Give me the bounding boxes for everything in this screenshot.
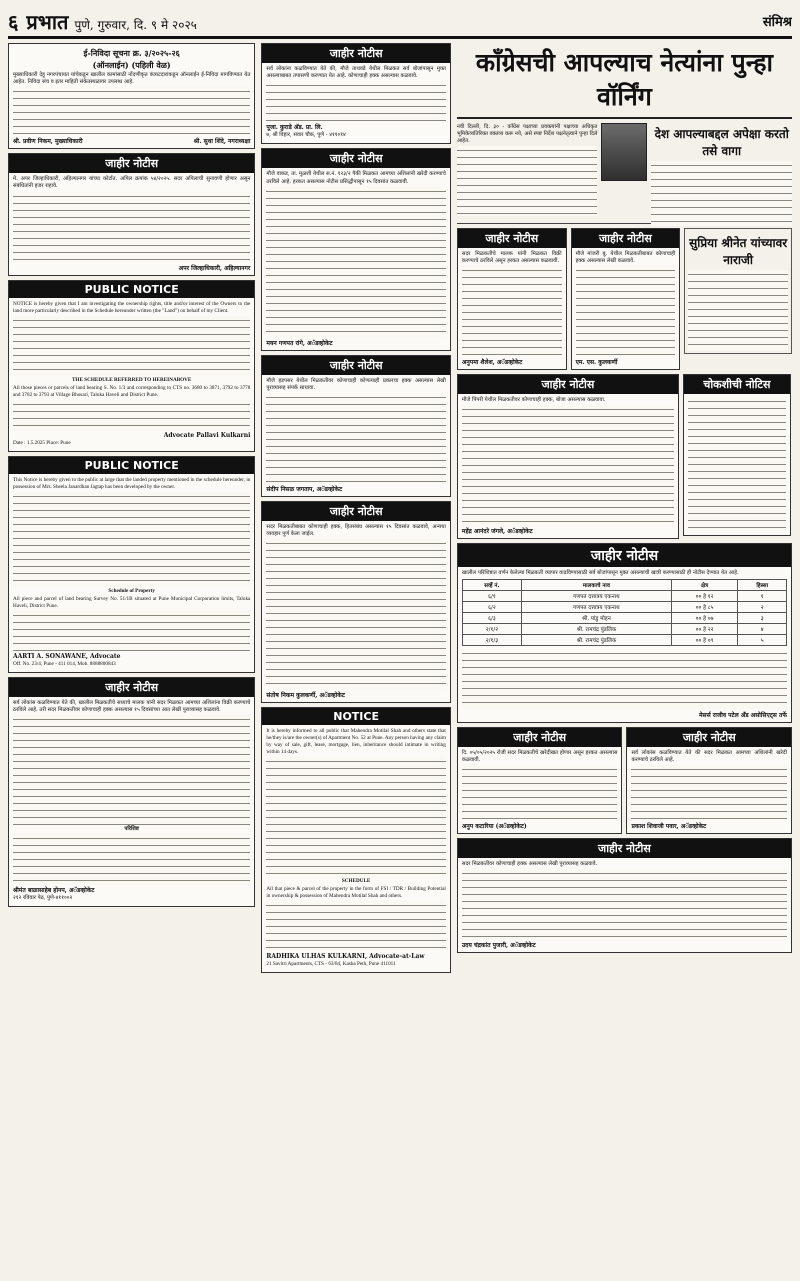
paper-name: प्रभात पुणे, गुरुवार, दि. ९ मे २०२५ (26, 9, 197, 34)
notice-text-block (688, 397, 786, 532)
notice-signature: AARTI A. SONAWANE, Advocate (13, 652, 121, 660)
notice-body: सदर मिळकतीबाबत कोणाचाही हक्क, हितसंबंध असल्यास १५ दिवसांत कळवावे, अन्यथा व्यवहार पूर्ण केला जाईल. (266, 523, 446, 538)
table-row (462, 612, 786, 623)
table-header: क्षेत्र (671, 579, 738, 590)
masthead (8, 6, 792, 39)
table-cell: गणपत दत्तात्रय एकनाथ (521, 590, 671, 601)
notice-heading: PUBLIC NOTICE (9, 281, 254, 298)
table-row (462, 634, 786, 645)
schedule-heading: Schedule of Property (108, 587, 155, 594)
jahir-notice-r3 (457, 374, 679, 539)
schedule-table (462, 579, 787, 646)
notice-text-block (631, 765, 787, 820)
notice-text-block (462, 266, 562, 356)
side-story-block (651, 161, 792, 226)
notice-heading: जाहीर नोटीस (458, 839, 791, 858)
tender-title: ई-निविदा सूचना क्र. ३/२०२५-२६ (83, 48, 180, 58)
notice-address: Off. No. 23/4, Pune - 411 014, Mob. 8888800843 (13, 660, 116, 667)
lead-story (457, 123, 792, 224)
jahir-notice-r5 (626, 727, 792, 834)
notice-text-block (266, 187, 446, 337)
tender-notice (8, 43, 255, 149)
notice-heading: जाहीर नोटीस (9, 154, 254, 173)
notice-body: मौजे मांजरी बु. येथील मिळकतीबाबत कोणाचाही हक्क असल्यास लेखी कळवावे. (575, 251, 676, 265)
notice-body: मौजे पिंपरी येथील मिळकतीवर कोणाचाही हक्क, बोजा असल्यास कळवावा. (461, 397, 606, 404)
schedule-body: All those pieces or parcels of land bearing S. No. 1/3 and corresponding to CTS no. 3680 to 3871, 3792 to 3778 and 3782 to 3793 at Village Bhosari, Taluka Haveli and District Pune. (13, 384, 251, 398)
table-header: हिस्सा (738, 579, 787, 590)
jahir-notice-m1 (261, 43, 451, 144)
jahir-notice-r4 (457, 727, 623, 834)
notice-text-block (462, 405, 674, 525)
table-header: सर्व्हे नं. (462, 579, 521, 590)
schedule-text-block (13, 400, 250, 430)
table-cell: ६/२ (462, 601, 521, 612)
notice-heading: जाहीर नोटीस (262, 44, 450, 63)
notice-signature: RADHIKA ULHAS KULKARNI, Advocate-at-Law (266, 953, 425, 961)
schedule-heading: THE SCHEDULE REFERRED TO HEREINABOVE (71, 376, 192, 383)
notice-heading: जाहीर नोटीस (262, 356, 450, 375)
table-cell: ०० हे ०७ (671, 612, 738, 623)
notice-body: NOTICE is hereby given that I am investigating the ownership rights, title and/or interest of the Owners to the land more particularly described in the Schedule hereunder written (the "Land") on behalf of my Client. (13, 300, 251, 314)
schedule-text-block (13, 611, 250, 651)
lead-story-block (457, 146, 598, 216)
notice-text-block (462, 649, 787, 709)
table-cell: गणपत दत्तात्रय एकनाथ (521, 601, 671, 612)
notice-body: खालील परिशिष्टात वर्णन केलेल्या मिळकती व्यापार वाढविण्यासाठी सर्व बोजांपासून मुक्त असल्याची खात्री करण्यासाठी ही नोटीस देण्यात येत आहे. (461, 570, 739, 577)
notice-date: Date : 1.5.2025 Place: Pune (13, 439, 71, 446)
schedule-body: All piece and parcel of land bearing Survey No. 51/1B situated at Pune Municipal Corporation limits, Taluka Haveli, District Pune. (13, 595, 251, 609)
notice-signature: अनुप कटारिया (अॅडव्होकेट) (461, 822, 527, 830)
box-text-block (688, 270, 788, 350)
table-cell: ६/१ (462, 590, 521, 601)
schedule-body: All that piece & parcel of the property in the form of FSI / TDR / Building Potential in ownership & possession of Mahendra Motilal Shah and others. (266, 886, 446, 900)
table-cell: ६/३ (462, 612, 521, 623)
tender-body: मुख्याधिकारी देहू नगरपंचायत यांचेकडून खालील कामांसाठी नोंदणीकृत कंत्राटदारांकडून ऑनलाईन ई-निविदा मागविण्यात येत आहेत. निविदा संच व इतर माहिती संकेतस्थळावर उपलब्ध आहे. (13, 72, 251, 86)
jahir-notice-r2 (571, 228, 681, 370)
notice-body: मौजे वाकड, ता. मुळशी येथील स.नं. १२३/२ पैकी मिळकत आमच्या अशिलांनी खरेदी करण्याचे ठरविले आहे. हरकत असल्यास नोटीस प्रसिद्धीपासून १५ दिवसांत कळवावी. (266, 171, 446, 185)
notice-heading: जाहीर नोटीस (627, 728, 791, 747)
tender-text-block (13, 87, 250, 135)
notice-text-block (266, 539, 446, 689)
table-cell: श्री. रामचंद्र पुंडलिक (521, 623, 671, 634)
lead-headline: काँग्रेसची आपल्याच नेत्यांना पुन्हा वॉर्निंग (457, 43, 792, 119)
notice-text-block (266, 81, 446, 121)
notice-body: मे. अपर जिल्हाधिकारी, अहिल्यानगर यांच्या कोर्टात. अपिल क्रमांक ५४/२०२५. सदर अपिलाची सुनावणी होणार असून संबंधितांनी हजर राहावे. (13, 176, 251, 190)
notice-heading: जाहीर नोटीस (458, 544, 791, 567)
opinion-box (684, 228, 792, 354)
notice-text-block (462, 765, 618, 820)
notice-signature: संतोष निकम कुलकर्णी, अॅडव्होकेट (266, 692, 345, 700)
notice-body: मौजे हडपसर येथील मिळकतीवर कोणाचाही कोणत्याही प्रकारचा हक्क असल्यास लेखी पुराव्यासह संपर्क साधावा. (266, 377, 446, 391)
notice-signature: उदय चंद्रकांत पुजारी, अॅडव्होकेट (461, 941, 536, 949)
jahir-notice-m2 (261, 148, 451, 350)
jahir-notice-1 (8, 153, 255, 275)
table-cell: २ (738, 601, 787, 612)
notice-signature: मयन गणपत रांगे, अॅडव्होकेट (266, 339, 333, 347)
notice-text-block (13, 492, 250, 587)
column-right (457, 43, 792, 1263)
lead-story-text: नवी दिल्ली, दि. ३० - काँग्रेस पक्षाच्या प्रवक्त्यांनी पक्षाच्या अधिकृत भूमिकेव्यतिरिक्त वक्तव्य करू नये, असे स्पष्ट निर्देश पक्षनेतृत्वाने पुन्हा दिले आहेत. (456, 124, 598, 145)
jahir-notice-2 (8, 677, 255, 908)
table-cell: श्री. पांडु मोहन (521, 612, 671, 623)
table-cell: ०० हे १२ (671, 590, 738, 601)
notice-heading: NOTICE (262, 708, 450, 725)
notice-text-block (462, 869, 787, 939)
date-line: पुणे, गुरुवार, दि. ९ मे २०२५ (74, 17, 197, 32)
notice-body: It is hereby informed to all public that Mahendra Motilal Shah and others state that he/they is/are the owner(s) of Apartment No. 52 at Pune. Any person having any claim by way of sale, gift, lease, mortgage, lien, inheritance should intimate in writing within 14 days. (266, 728, 446, 756)
notice-signature: मेसर्स राजीव पटेल अँड असोसिएट्स तर्फे (698, 711, 787, 719)
table-row (462, 590, 786, 601)
schedule-heading: SCHEDULE (341, 878, 371, 885)
notice-signature: अपर जिल्हाधिकारी, अहिल्यानगर (178, 264, 251, 272)
notice-address: 21 Savitri Apartments, CTS - 63/84, Kasba Peth, Pune 411011 (266, 961, 396, 968)
column-middle (261, 43, 451, 1263)
notice-text-block (13, 316, 250, 376)
inquiry-notice (683, 374, 791, 536)
table-cell: ३ (738, 612, 787, 623)
jahir-notice-r6 (457, 838, 792, 953)
schedule-text-block (266, 901, 446, 951)
notice-heading: PUBLIC NOTICE (9, 457, 254, 474)
notice-english (261, 707, 451, 973)
notice-body: सदर मिळकतीवर कोणाचाही हक्क असल्यास लेखी पुराव्यासह कळवावे. (461, 860, 598, 867)
table-cell: ५ (738, 634, 787, 645)
table-row (462, 601, 786, 612)
big-notice (457, 543, 792, 722)
table-header-row (462, 579, 786, 590)
table-cell: ४ (738, 623, 787, 634)
tender-subtitle: (ऑनलाईन) (पहिली वेळ) (92, 60, 171, 70)
notice-body: This Notice is hereby given to the public at large that the landed property mentioned in the schedule hereunder, in possession of Mrs. Sheela Janardhan Jagtap has been developed by the owner. (13, 476, 251, 490)
notice-heading: जाहीर नोटीस (458, 375, 678, 394)
notice-heading: जाहीर नोटीस (262, 502, 450, 521)
notice-heading: जाहीर नोटीस (9, 678, 254, 697)
public-notice-1 (8, 280, 255, 452)
notice-heading: चोकशीची नोटिस (684, 375, 790, 394)
notice-body: सदर मिळकतीचे मालक यांनी मिळकत विक्री करण्याचे ठरविले असून हरकत असल्यास कळवावी. (461, 251, 562, 265)
notice-text-block (576, 266, 676, 356)
news-photo (601, 123, 647, 181)
jahir-notice-m3 (261, 355, 451, 497)
notice-text-block (13, 192, 250, 262)
table-cell: ०० हे ८५ (671, 601, 738, 612)
tender-signer-1: श्री. प्रवीण निकम, मुख्याधिकारी (13, 138, 83, 146)
notice-signature: श्रीमंत बाळासाहेब होनप, अॅडव्होकेट (13, 887, 95, 895)
table-cell: १ (738, 590, 787, 601)
notice-signature: महेंद्र आनंदरे जंगले, अॅडव्होकेट (461, 528, 533, 536)
public-notice-2 (8, 456, 255, 673)
notice-heading: जाहीर नोटीस (458, 229, 566, 248)
tender-signer-2: श्री. सुधा शिंदे, नगराध्यक्षा (193, 138, 251, 146)
box-headline: सुप्रिया श्रीनेत यांच्यावर नाराजी (689, 236, 788, 267)
column-left (8, 43, 255, 1263)
table-row (462, 623, 786, 634)
side-headline: देश आपल्याबद्दल अपेक्षा करतो तसे वागा (654, 127, 789, 158)
table-cell: श्री. रामचंद्र पुंडलिक (521, 634, 671, 645)
schedule-heading: परिशिष्ट (124, 826, 139, 833)
notice-signature: पूजा. कुराडे अ‍ॅड. प्रा. लि. (266, 124, 323, 132)
notice-address: ७, श्री विहार, सवार चौक, पुणे - ४११०१४ (266, 132, 346, 139)
table-cell: ०० हे ०९ (671, 634, 738, 645)
page-number: ६ (8, 9, 19, 34)
notice-body: दि. ०५/०५/२०२५ रोजी सदर मिळकतीचे खरेदीखत होणार असून हरकत असल्यास कळवावी. (461, 749, 618, 763)
notice-signature: संदीप निसळ जगताप, अॅडव्होकेट (266, 485, 343, 493)
schedule-text-block (13, 834, 250, 884)
notice-text-block (266, 757, 446, 877)
notice-text-block (266, 393, 446, 483)
notice-heading: जाहीर नोटीस (572, 229, 680, 248)
notice-heading: जाहीर नोटीस (262, 149, 450, 168)
notice-text-block (13, 715, 250, 825)
notice-address: २१२ रविवार पेठ, पुणे-४११००२ (13, 895, 73, 902)
section-name: संमिश्र (762, 15, 792, 30)
notice-body: सर्व लोकांस कळविण्यात येते की सदर मिळकत आमच्या अशिलांनी खरेदी करण्याचे ठरविले आहे. (631, 749, 787, 763)
table-cell: ०० हे २२ (671, 623, 738, 634)
notice-body: सर्व लोकांना कळविण्यात येते की, मौजे ताथवडे येथील मिळकत सर्व बोजांपासून मुक्त असल्याबाबत तपासणी करण्यात येत आहे. कोणाचाही हक्क असल्यास कळवावे. (266, 66, 446, 80)
notice-heading: जाहीर नोटीस (458, 728, 622, 747)
notice-signature: प्रकाश शिवाजी पवार, अॅडव्होकेट (631, 822, 707, 830)
jahir-notice-m4 (261, 501, 451, 703)
notice-signature: Advocate Pallavi Kulkarni (163, 431, 251, 439)
table-header: मालकाचे नाव (521, 579, 671, 590)
table-cell: २/१/३ (462, 634, 521, 645)
jahir-notice-r1 (457, 228, 567, 370)
table-cell: २/१/२ (462, 623, 521, 634)
notice-signature: अनुपमा शैलेश, अॅडव्होकेट (461, 359, 523, 367)
newspaper-page (8, 6, 792, 1269)
notice-body: सर्व लोकांस कळविण्यात येते की, खालील मिळकतीचे सध्याचे मालक यांनी सदर मिळकत आमच्या अशिलांना विक्री करण्याचे ठरविले आहे. तरी सदर मिळकतीवर कोणाचाही हक्क असल्यास १५ दिवसांच्या आत लेखी पुराव्यासह कळवावे. (13, 699, 251, 713)
notice-signature: एम. एस. कुलकर्णी (575, 359, 618, 367)
